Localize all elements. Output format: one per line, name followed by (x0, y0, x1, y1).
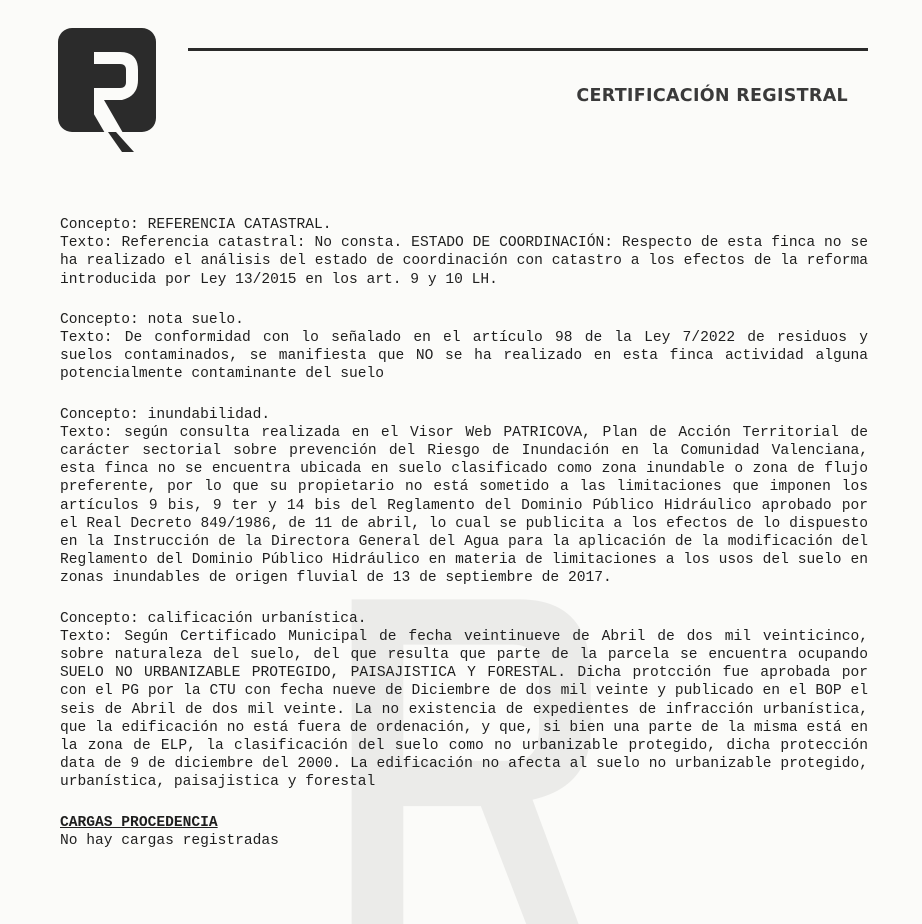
concepto-label: Concepto: nota suelo. (60, 311, 244, 328)
document-body (60, 216, 868, 850)
section-nota-suelo (60, 311, 868, 384)
document-title: CERTIFICACIÓN REGISTRAL (576, 86, 848, 106)
cargas-heading: CARGAS PROCEDENCIA (60, 814, 218, 831)
section-referencia-catastral (60, 216, 868, 289)
texto-paragraph: Texto: según consulta realizada en el Visor Web PATRICOVA, Plan de Acción Territorial de carácter sectorial sobre prevención del Riesgo de Inundación en la Comunidad Valenciana, esta finca no se encuentra ubicada en suelo clasificado como zona inundable o zona de flujo preferente, por lo que su propietario no está sometido a las limitaciones que imponen los artículos 9 bis, 9 ter y 14 bis del Reglamento del Dominio Público Hidráulico aprobado por el Real Decreto 849/1986, de 11 de abril, lo cual se publicita a los efectos de lo dispuesto en la Instrucción de la Directora General del Agua para la aplicación de la modificación del Reglamento del Dominio Público Hidráulico en materia de limitaciones a los usos del suelo en zonas inundables de origen fluvial de 13 de septiembre de 2017. (60, 424, 868, 587)
header-rule (188, 48, 868, 51)
registro-r-logo-icon (58, 28, 156, 156)
concepto-label: Concepto: calificación urbanística. (60, 610, 367, 627)
texto-paragraph: Texto: Según Certificado Municipal de fecha veintinueve de Abril de dos mil veinticinco, sobre naturaleza del suelo, del que resulta que parte de la parcela se encuentra ocupando SUELO NO URBANIZABLE PROTEGIDO, PAISAJISTICA Y FORESTAL. Dicha protcción fue aprobada por con el PG por la CTU con fecha nueve de Diciembre de dos mil veinte y publicado en el BOP el seis de Abril de dos mil veinte. La no existencia de expedientes de infracción urbanística, que la edificación no está fuera de ordenación, y que, si bien una parte de la misma está en la zona de ELP, la clasificación del suelo como no urbanizable protegido, dicha protección data de 9 de diciembre del 2000. La edificación no afecta al suelo no urbanizable protegido, urbanística, paisajistica y forestal (60, 628, 868, 791)
concepto-label: Concepto: inundabilidad. (60, 406, 271, 423)
section-calificacion-urbanistica (60, 610, 868, 792)
cargas-text: No hay cargas registradas (60, 832, 279, 849)
concepto-label: Concepto: REFERENCIA CATASTRAL. (60, 217, 332, 233)
texto-paragraph: Texto: Referencia catastral: No consta. ESTADO DE COORDINACIÓN: Respecto de esta finca no se ha realizado el análisis del estado de coordinación con catastro a los efectos de la reforma introducida por Ley 13/2015 en los art. 9 y 10 LH. (60, 235, 868, 288)
texto-paragraph: Texto: De conformidad con lo señalado en el artículo 98 de la Ley 7/2022 de residuos y suelos contaminados, se manifiesta que NO se ha realizado en esta finca actividad alguna potencialmente contaminante del suelo (60, 330, 868, 383)
section-inundabilidad (60, 406, 868, 588)
